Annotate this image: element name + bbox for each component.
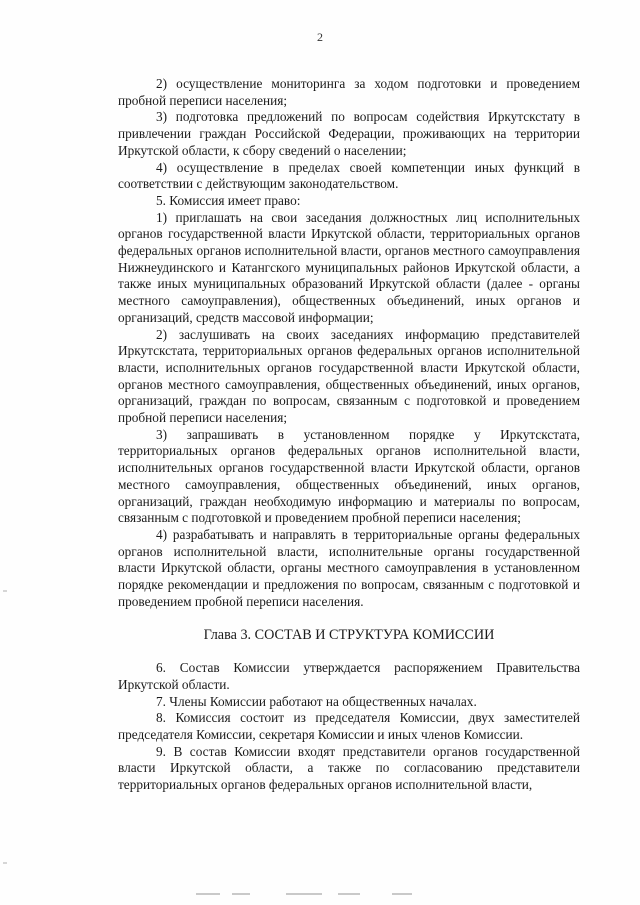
paragraph-section-8: 8. Комиссия состоит из председателя Комиссии, двух заместителей председателя Комиссии, секретаря Комиссии и иных членов Комиссии. <box>118 710 580 743</box>
paragraph-item-2: 2) осуществление мониторинга за ходом подготовки и проведением пробной переписи населения; <box>118 76 580 108</box>
paragraph-right-2: 2) заслушивать на своих заседаниях информацию представителей Иркутскстата, территориальных органов федеральных органов исполнительной власти, исполнительных органов государственной власти Иркутской области, органов местного самоуправления, общественных объединений, иных органов, организаций, граждан по вопросам, связанным с подготовкой и проведением пробной переписи населения; <box>118 326 580 426</box>
paragraph-right-1: 1) приглашать на свои заседания должностных лиц исполнительных органов государственной власти Иркутской области, территориальных органов федеральных органов исполнительной власти, органов местного самоуправления Нижнеудинского и Катангского муниципальных районов Иркутской области, а также иных муниципальных образований Иркутской области (далее - органы местного самоуправления), общественных объединений, иных органов и организаций, средств массовой информации; <box>118 209 580 325</box>
scan-artifact <box>392 893 412 895</box>
paragraph-right-3: 3) запрашивать в установленном порядке у Иркутскстата, территориальных органов федеральных органов исполнительной власти, исполнительных органов государственной власти Иркутской области, органов местного самоуправления, общественных объединений, иных органов, организаций, граждан необходимую информацию и материалы по вопросам, связанным с подготовкой и проведением пробной переписи населения; <box>118 426 580 526</box>
paragraph-item-3: 3) подготовка предложений по вопросам содействия Иркутскстату в привлечении граждан Российской Федерации, проживающих на территории Иркутской области, к сбору сведений о населении; <box>118 109 580 158</box>
scan-artifact <box>3 862 7 864</box>
paragraph-section-7: 7. Члены Комиссии работают на общественных началах. <box>156 693 477 709</box>
chapter-heading: Глава 3. СОСТАВ И СТРУКТУРА КОМИССИИ <box>203 626 495 643</box>
scan-artifact <box>3 590 7 592</box>
scan-artifact <box>232 893 250 895</box>
document-body <box>118 76 580 794</box>
page-number: 2 <box>317 30 323 44</box>
paragraph-right-4: 4) разрабатывать и направлять в территориальные органы федеральных органов исполнительной власти, исполнительные органы государственной власти Иркутской области, органы местного самоуправления в установленном порядке рекомендации и предложения по вопросам, связанным с подготовкой и проведением пробной переписи населения. <box>118 526 580 609</box>
paragraph-section-9: 9. В состав Комиссии входят представители органов государственной власти Иркутской области, а также по согласованию представители территориальных органов федеральных органов исполнительной власти, <box>118 743 580 793</box>
scan-artifact <box>196 893 220 895</box>
scan-artifact <box>338 893 360 895</box>
paragraph-item-4: 4) осуществление в пределах своей компетенции иных функций в соответствии с действующим законодательством. <box>118 159 580 192</box>
paragraph-section-6: 6. Состав Комиссии утверждается распоряжением Правительства Иркутской области. <box>118 660 580 692</box>
scan-artifact <box>286 893 322 895</box>
paragraph-section-5: 5. Комиссия имеет право: <box>156 192 301 208</box>
